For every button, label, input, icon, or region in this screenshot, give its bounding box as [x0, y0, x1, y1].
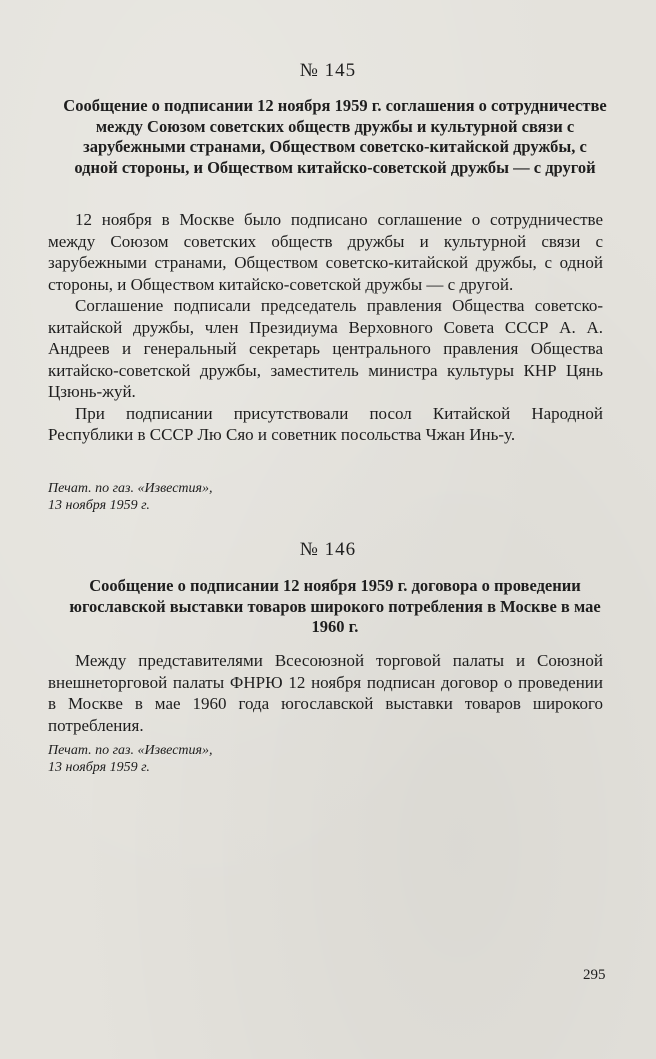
document-number: № 145 [299, 60, 357, 81]
source-date: 13 ноября 1959 г. [48, 760, 150, 775]
source-line: Печат. по газ. «Известия», [48, 743, 213, 758]
body-paragraph: При подписании присутствовали посол Китайской Народной Республики в СССР Лю Сяо и советник посольства Чжан Инь-у. [48, 403, 603, 444]
source-date: 13 ноября 1959 г. [48, 498, 150, 513]
source-citation [48, 742, 348, 776]
document-body [48, 209, 603, 446]
document-title: Сообщение о подписании 12 ноября 1959 г. соглашения о сотрудничестве между Союзом советских обществ дружбы и культурной связи с зарубежными странами, Обществом советско-китайской дружбы, с одной стороны, и Обществом китайско-советской дружбы — с другой [63, 96, 607, 177]
body-paragraph: Между представителями Всесоюзной торговой палаты и Союзной внешнеторговой палаты ФНРЮ 12 ноября подписан договор о проведении в Москве в мае 1960 года югославской выставки товаров широкого потребления. [48, 651, 603, 735]
body-paragraph: 12 ноября в Москве было подписано соглашение о сотрудничестве между Союзом советских обществ дружбы и культурной связи с зарубежными странами, Обществом советско-китайской дружбы, с одной стороны, и Обществом китайско-советской дружбы — с другой. [48, 210, 603, 294]
source-line: Печат. по газ. «Известия», [48, 481, 213, 496]
document-number: № 146 [299, 539, 357, 560]
document-body [48, 650, 603, 736]
document-title: Сообщение о подписании 12 ноября 1959 г. договора о проведении югославской выставки товаров широкого потребления в Москве в мае 1960 г. [69, 576, 601, 636]
page-number: 295 [583, 967, 606, 983]
source-citation [48, 480, 348, 514]
body-paragraph: Соглашение подписали председатель правления Общества советско-китайской дружбы, член Президиума Верховного Совета СССР А. А. Андреев и генеральный секретарь центрального правления Общества китайско-советской дружбы, заместитель министра культуры КНР Цянь Цзюнь-жуй. [48, 296, 603, 401]
